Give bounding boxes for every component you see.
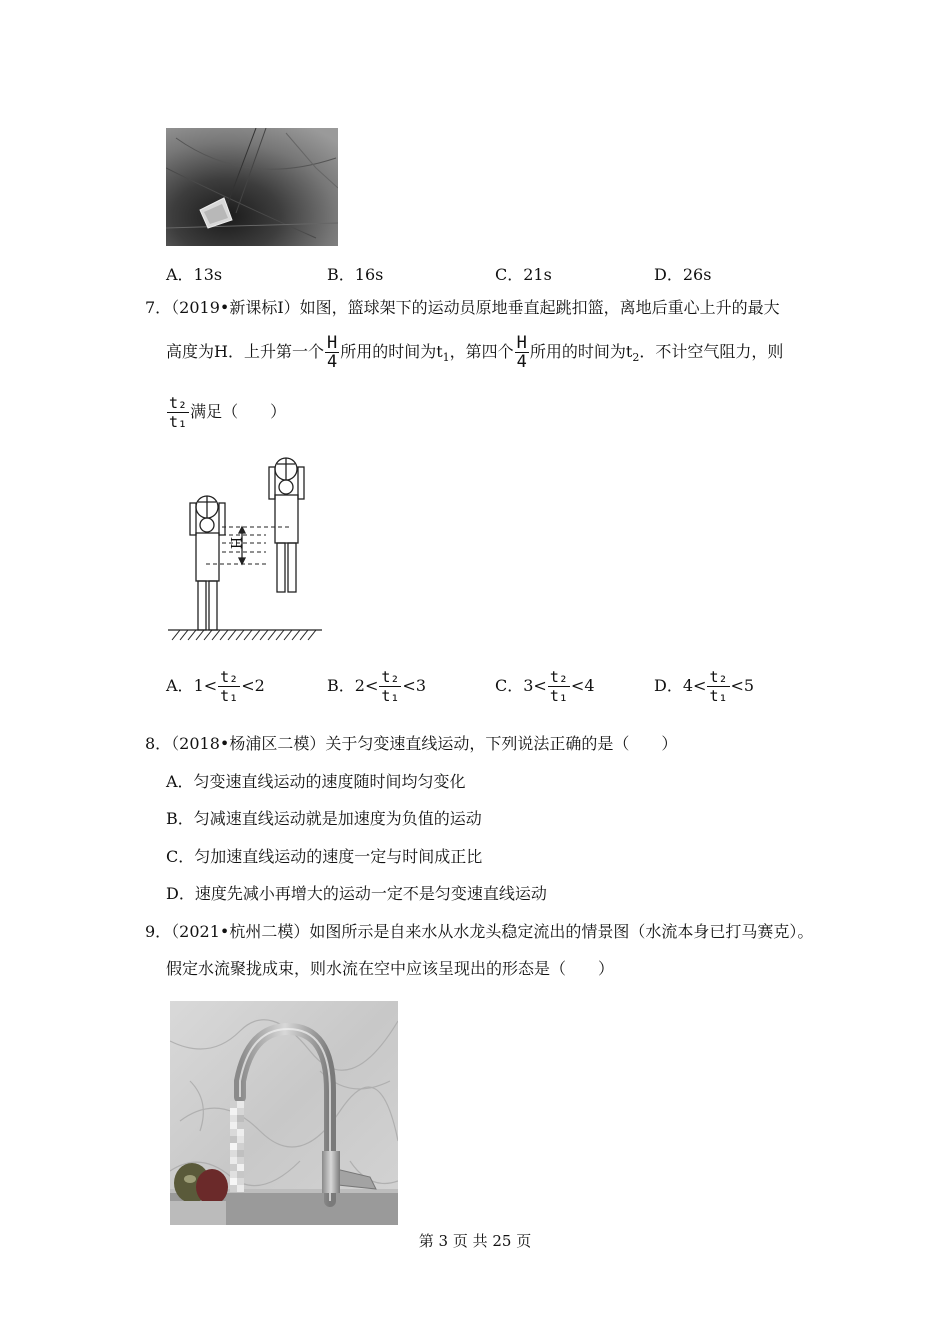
q8-stem: 8．（2018•杨浦区二模）关于匀变速直线运动，下列说法正确的是（ ） bbox=[145, 734, 678, 753]
fraction-t2-over-t1: $\frac{\text{t₂}}{\text{t₁}}$ bbox=[549, 668, 568, 705]
q7-option-b[interactable]: B．2< $\frac{\text{t₂}}{\text{t₁}}$ <3 bbox=[327, 668, 427, 705]
h-label: H bbox=[227, 536, 244, 550]
q9-stem-line2: 假定水流聚拢成束，则水流在空中应该呈现出的形态是（ ） bbox=[166, 959, 615, 978]
fraction-h-over-4: $\frac{H}{4}$ bbox=[326, 333, 338, 372]
q6-option-d[interactable]: D．26s bbox=[654, 265, 712, 284]
q8-option-c[interactable]: C．匀加速直线运动的速度一定与时间成正比 bbox=[166, 847, 483, 866]
q8-option-a[interactable]: A．匀变速直线运动的速度随时间均匀变化 bbox=[166, 772, 466, 791]
fraction-t2-over-t1: $\frac{\text{t₂}}{\text{t₁}}$ bbox=[709, 668, 728, 705]
fraction-t2-over-t1: $\frac{\text{t₂}}{\text{t₁}}$ bbox=[220, 668, 239, 705]
q8-option-d[interactable]: D．速度先减小再增大的运动一定不是匀变速直线运动 bbox=[166, 884, 547, 903]
q6-option-b[interactable]: B．16s bbox=[327, 265, 384, 284]
q6-option-a[interactable]: A．13s bbox=[166, 265, 223, 284]
q7-stem-line3: $\frac{\text{t₂}}{\text{t₁}}$ 满足（ ） bbox=[169, 394, 287, 431]
fraction-h-over-4: $\frac{H}{4}$ bbox=[516, 333, 527, 372]
faucet-photo bbox=[170, 1001, 398, 1225]
fraction-t2-over-t1: $\frac{\text{t₂}}{\text{t₁}}$ bbox=[169, 394, 188, 431]
q7-option-c[interactable]: C．3< $\frac{\text{t₂}}{\text{t₁}}$ <4 bbox=[495, 668, 595, 705]
q6-option-c[interactable]: C．21s bbox=[495, 265, 552, 284]
q7-option-a[interactable]: A．1< $\frac{\text{t₂}}{\text{t₁}}$ <2 bbox=[166, 668, 265, 705]
q8-option-b[interactable]: B．匀减速直线运动就是加速度为负值的运动 bbox=[166, 809, 482, 828]
basketball-jump-figure bbox=[166, 455, 326, 645]
q7-option-d[interactable]: D．4< $\frac{\text{t₂}}{\text{t₁}}$ <5 bbox=[654, 668, 755, 705]
fraction-t2-over-t1: $\frac{\text{t₂}}{\text{t₁}}$ bbox=[381, 668, 400, 705]
q9-stem-line1: 9．（2021•杭州二模）如图所示是自来水从水龙头稳定流出的情景图（水流本身已打马赛克）。 bbox=[145, 922, 814, 941]
q7-stem-line1: 7．（2019•新课标Ⅰ）如图，篮球架下的运动员原地垂直起跳扣篮，离地后重心上升的最大 bbox=[145, 298, 780, 317]
page-footer: 第 3 页 共 25 页 bbox=[418, 1232, 532, 1250]
well-photo bbox=[166, 128, 338, 246]
q7-stem-line2: 高度为H．上升第一个 $\frac{H}{4}$ 所用的时间为$t_1$，第四个 $\frac{H}{4}$ 所用的时间为$t_2$．不计空气阻力，则 bbox=[166, 333, 784, 372]
